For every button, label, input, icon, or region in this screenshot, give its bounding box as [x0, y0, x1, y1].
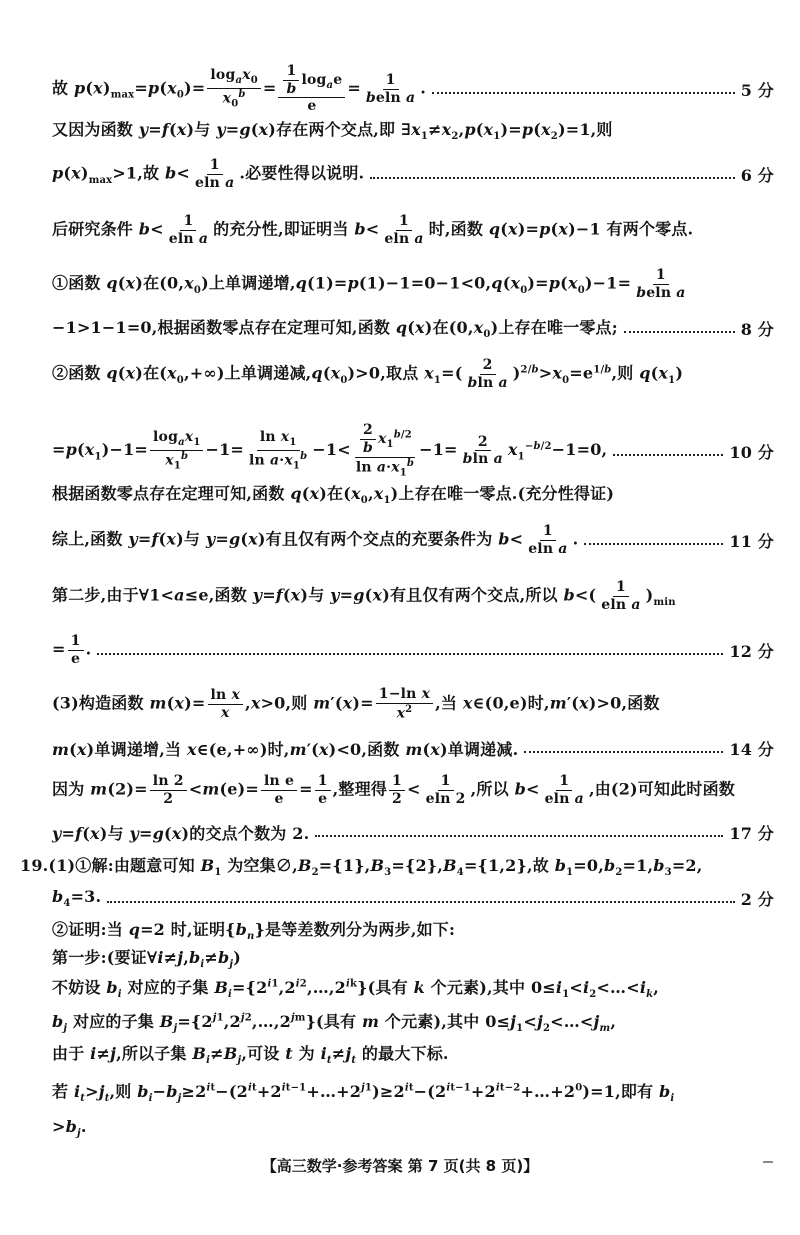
line-6-text: −1>1−1=0,根据函数零点存在定理可知,函数 q(x)在$(0,x_0)$上存在唯一零点;: [52, 318, 618, 341]
line-24-text: 若 $i_t>j_t$,则 $b_i-b_j\ge 2^{it}-(2^{it}+2^{it-1}+\dots+2^{j1})\ge 2^{it}-(2^{it-1}+2^{it-2}+\dots+2^0)=1$,即有 $b_i$: [52, 1082, 675, 1105]
line-15: [52, 768, 774, 812]
dot-leader: [370, 177, 734, 179]
line-5: [52, 262, 774, 306]
line-8-text: $=p(x_1)-1=$ $\frac{\log_ax_1}{x_1^b}$ −1= $\frac{\ln x_1}{\ln a\cdot x_1^b}$ −1< $\frac{2}{b}$ $x_1^{b/2}$ $\ln a\cdot x_1^b$ −1= $\frac{2}{\text{bln a}}$ $x_1^{-b/2}-1=0$,: [52, 422, 608, 479]
line-2: [52, 108, 774, 152]
line-13: [52, 682, 774, 726]
score-label: 8 分: [740, 319, 774, 339]
line-4-text: 后研究条件 b< $\frac{1}{\text{eln a}}$ 的充分性,即证明当 b< $\frac{1}{\text{eln a}}$ 时,函数 q(x)=p(x)−1 有两个零点.: [52, 212, 694, 247]
score-label: 5 分: [740, 80, 774, 100]
dot-leader: [315, 835, 723, 837]
score-label: 10 分: [729, 442, 774, 462]
line-13-text: (3)构造函数 m(x)= $\frac{\text{ln x}}{x}$ ,x>0,则 m′(x)= $\frac{\text{1−ln x}}{x^2}$ ,当 x∈(0,e)时,m′(x)>0,函数: [52, 685, 660, 722]
corner-mark: [763, 1161, 773, 1163]
line-2-text: 又因为函数 y=f(x)与 y=g(x)存在两个交点,即 $\exists x_1\ne x_2,p(x_1)=p(x_2)=1$,则: [52, 120, 613, 143]
dot-leader: [107, 901, 734, 903]
dot-leader: [584, 543, 723, 545]
score-label: 11 分: [729, 531, 774, 551]
line-3-text: $p(x)_{max}>1$,故 b< $\frac{1}{\text{eln a}}$ .必要性得以说明.: [52, 156, 365, 191]
line-9-text: 根据函数零点存在定理可知,函数 q(x)在$(x_0,x_1)$上存在唯一零点.(充分性得证): [52, 484, 615, 507]
dot-leader: [613, 454, 723, 456]
score-label: 2 分: [740, 889, 774, 909]
line-5-text: ①函数 q(x)在$(0,x_0)$上单调递增$,q(1)=p(1)-1=0-1<0,q(x_0)=p(x_0)-1=$ $\frac{1}{\text{beln a}}$: [52, 266, 686, 301]
line-25: [52, 1106, 774, 1150]
line-16-text: y=f(x)与 y=g(x)的交点个数为 2.: [52, 823, 310, 843]
line-10: [52, 518, 774, 562]
line-19-text: ②证明:当 q=2 时,证明$\{b_n\}$是等差数列分为两步,如下:: [52, 920, 456, 943]
page-footer: 【高三数学·参考答案 第 7 页(共 8 页)】: [261, 1156, 539, 1175]
dot-leader: [624, 331, 735, 333]
line-18-text: $b_4=3$.: [52, 886, 102, 910]
line-12: [52, 628, 774, 672]
line-21-text: 不妨设 $b_i$ 对应的子集 $B_i=\{2^{i1},2^{i2},\dots,2^{ik}\}$(具有 k 个元素),其中 $0\le i_1<i_2<\dots<i_k$,: [52, 978, 660, 1001]
line-3: [52, 152, 774, 196]
line-9: [52, 472, 774, 516]
line-25-text: $>b_j$.: [52, 1116, 87, 1140]
line-22-text: $b_j$ 对应的子集 $B_j=\{2^{j1},2^{j2},\dots,2^{jm}\}$(具有 m 个元素),其中 $0\le j_1<j_2<\dots<j_m$,: [52, 1012, 617, 1035]
line-4: [52, 208, 774, 252]
line-11: [52, 574, 774, 618]
score-label: 12 分: [729, 641, 774, 661]
score-label: 6 分: [740, 165, 774, 185]
dot-leader: [97, 653, 723, 655]
line-10-text: 综上,函数 y=f(x)与 y=g(x)有且仅有两个交点的充要条件为 b< $\frac{1}{\text{eln a}}$ .: [52, 522, 579, 557]
line-20-text: 第一步:(要证$\forall i\ne j,b_i\ne b_j$): [52, 948, 242, 971]
line-7: [52, 352, 774, 396]
score-label: 17 分: [729, 823, 774, 843]
score-label: 14 分: [729, 739, 774, 759]
line-1-text: 故 $p(x)_{max}=p(x_0)=$ $\frac{\log_ax_0}{x_0^b}$ = $\frac{1}{b}$ $\log_ae$ e = $\frac{1}{\text{beln a}}$ .: [52, 62, 427, 115]
dot-leader: [524, 751, 723, 753]
line-17-text: 19.(1)①解:由题意可知 $B_1$ 为空集$\emptyset,B_2=\{1\},B_3=\{2\},B_4=\{1,2\}$,故 $b_1=0,b_2=1,b_3=2$,: [20, 856, 703, 879]
line-14-text: m(x)单调递增,当 x∈(e,+∞)时,m′(x)<0,函数 m(x)单调递减.: [52, 739, 519, 759]
line-14: [52, 726, 774, 770]
line-12-text: = $\frac{1}{e}$ .: [52, 632, 92, 667]
line-11-text: 第二步,由于∀1<a≤e,函数 y=f(x)与 y=g(x)有且仅有两个交点,所以 b<( $\frac{1}{\text{eln a}}$ )$_{min}$: [52, 578, 676, 613]
line-7-text: ②函数 q(x)在$(x_0,+\infty)$上单调递减$,q(x_0)>0$,取点 $x_1=$( $\frac{2}{\text{bln a}}$ )$^{2/b}>x_0=e^{1/b}$,则 $q(x_1)$: [52, 356, 684, 391]
line-6: [52, 306, 774, 350]
line-15-text: 因为 m(2)= $\frac{\ln 2}{2}$ <m(e)= $\frac{\text{ln e}}{e}$ = $\frac{1}{e}$ ,整理得 $\frac{1}{2}$ < $\frac{1}{eln 2}$ ,所以 b< $\frac{1}{\text{eln a}}$ ,由(2)可知此时函数: [52, 772, 735, 807]
line-23-text: 由于 i≠j,所以子集 $B_i\ne B_j$,可设 t 为 $i_t\ne j_t$ 的最大下标.: [52, 1044, 449, 1067]
dot-leader: [432, 92, 735, 94]
